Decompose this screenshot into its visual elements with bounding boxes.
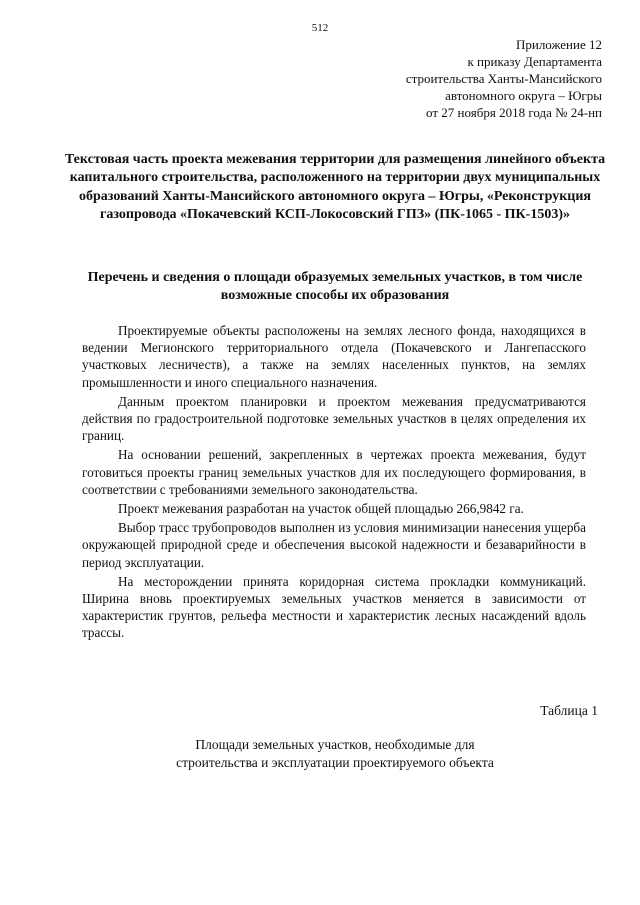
- table-label: Таблица 1: [540, 703, 598, 718]
- table-caption-line: строительства и эксплуатации проектируемого объекта: [176, 755, 494, 770]
- appendix-line: строительства Ханты-Мансийского: [405, 71, 602, 86]
- appendix-line: Приложение 12: [515, 37, 602, 52]
- appendix-line: от 27 ноября 2018 года № 24-нп: [426, 105, 602, 120]
- table-caption-line: Площади земельных участков, необходимые для: [195, 737, 475, 752]
- appendix-line: к приказу Департамента: [467, 54, 602, 69]
- paragraph: Проектируемые объекты расположены на землях лесного фонда, находящихся в ведении Мегионского территориального отдела (Покачевского и Лангепасского участковых лесничеств), а также на землях населенных пунктов, на землях промышленности и иного специального назначения.: [82, 323, 586, 390]
- paragraph: Выбор трасс трубопроводов выполнен из условия минимизации нанесения ущерба окружающей природной среде и обеспечения высокой надежности и безаварийности в период эксплуатации.: [82, 520, 586, 570]
- paragraph: Проект межевания разработан на участок общей площадью 266,9842 га.: [118, 501, 524, 517]
- appendix-header: [406, 36, 602, 121]
- page-number: 512: [311, 22, 329, 34]
- document-title: Текстовая часть проекта межевания территории для размещения линейного объекта капитального строительства, расположенного на территории двух муниципальных образований Ханты-Мансийского автономного округа – Югры, «Реконструкция газопровода «Покачевский КСП-Локосовский ГПЗ» (ПК-1065 - ПК-1503)»: [64, 152, 606, 223]
- section-title: Перечень и сведения о площади образуемых земельных участков, в том числе возможные способы их образования: [87, 270, 583, 303]
- paragraph: На месторождении принята коридорная система прокладки коммуникаций. Ширина вновь проектируемых земельных участков меняется в зависимости от характеристик грунтов, рельефа местности и характеристик лесных насаждений вдоль трассы.: [82, 573, 586, 641]
- paragraph: На основании решений, закрепленных в чертежах проекта межевания, будут готовиться проекты границ земельных участков для их последующего формирования, в соответствии с требованиями земельного законодательства.: [82, 447, 586, 497]
- body-text: [82, 322, 586, 644]
- paragraph: Данным проектом планировки и проектом межевания предусматриваются действия по градостроительной подготовке земельных участков в целях определения их границ.: [82, 393, 586, 444]
- appendix-line: автономного округа – Югры: [445, 88, 602, 103]
- table-caption: [150, 736, 520, 772]
